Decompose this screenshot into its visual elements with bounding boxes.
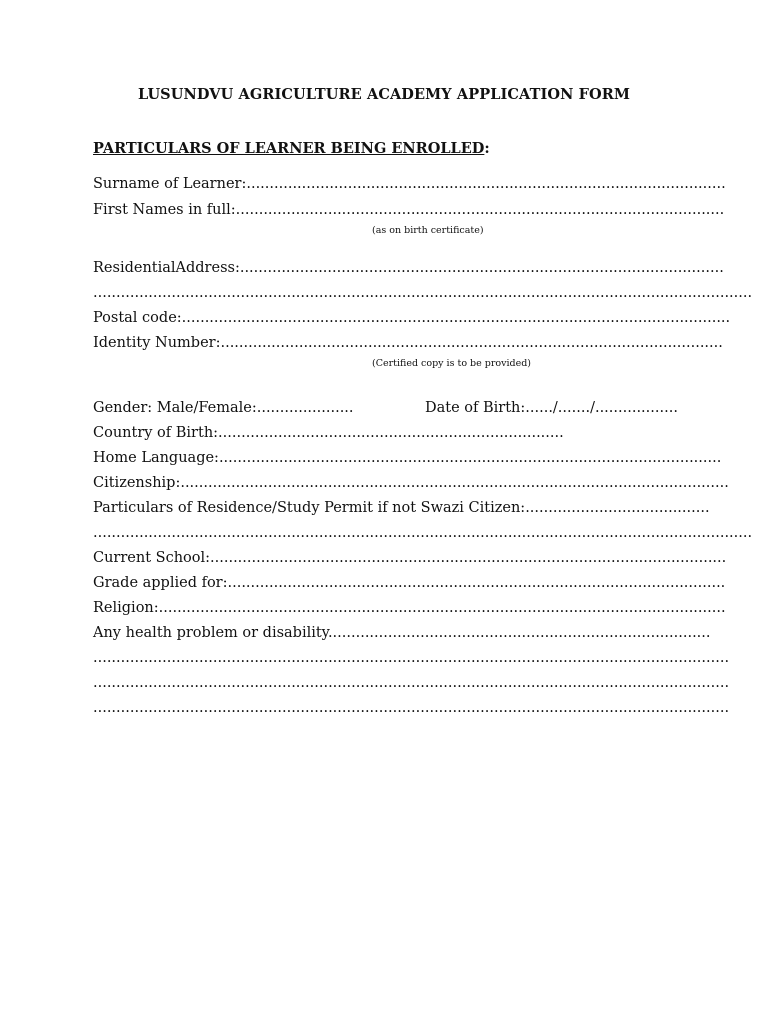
form-title: LUSUNDVU AGRICULTURE ACADEMY APPLICATION FORM xyxy=(137,86,631,103)
permit-line-2[interactable]: ............................................................................................................................................... xyxy=(93,525,753,541)
certified-copy-note: (Certified copy is to be provided) xyxy=(372,358,532,369)
health-line-3[interactable]: .......................................................................................................................................... xyxy=(93,675,730,691)
permit-field[interactable]: Particulars of Residence/Study Permit if not Swazi Citizen:........................................ xyxy=(93,500,710,516)
citizenship-field[interactable]: Citizenship:....................................................................................................................... xyxy=(93,475,729,491)
surname-field[interactable]: Surname of Learner:........................................................................................................ xyxy=(93,176,726,192)
date-of-birth-field[interactable]: Date of Birth:....../......./.................. xyxy=(425,400,678,416)
grade-applied-field[interactable]: Grade applied for:............................................................................................................ xyxy=(93,575,726,591)
home-language-field[interactable]: Home Language:............................................................................................................. xyxy=(93,450,722,466)
current-school-field[interactable]: Current School:................................................................................................................ xyxy=(93,550,727,566)
section-heading-text: PARTICULARS OF LEARNER BEING ENROLLED xyxy=(93,140,485,157)
section-heading-colon: : xyxy=(484,140,490,157)
identity-number-field[interactable]: Identity Number:............................................................................................................. xyxy=(93,335,723,351)
address-line-2[interactable]: ............................................................................................................................................... xyxy=(93,285,753,301)
first-names-field[interactable]: First Names in full:.......................................................................................................... xyxy=(93,202,725,218)
health-field[interactable]: Any health problem or disability................................................................................... xyxy=(93,625,711,641)
health-line-2[interactable]: .......................................................................................................................................... xyxy=(93,650,730,666)
residential-address-field[interactable]: ResidentialAddress:......................................................................................................... xyxy=(93,260,724,276)
religion-field[interactable]: Religion:........................................................................................................................... xyxy=(93,600,726,616)
health-line-4[interactable]: .......................................................................................................................................... xyxy=(93,700,730,716)
section-heading xyxy=(93,140,490,157)
birth-certificate-note: (as on birth certificate) xyxy=(372,225,484,236)
country-of-birth-field[interactable]: Country of Birth:........................................................................... xyxy=(93,425,564,441)
postal-code-field[interactable]: Postal code:....................................................................................................................... xyxy=(93,310,731,326)
gender-field[interactable]: Gender: Male/Female:..................... xyxy=(93,400,354,416)
